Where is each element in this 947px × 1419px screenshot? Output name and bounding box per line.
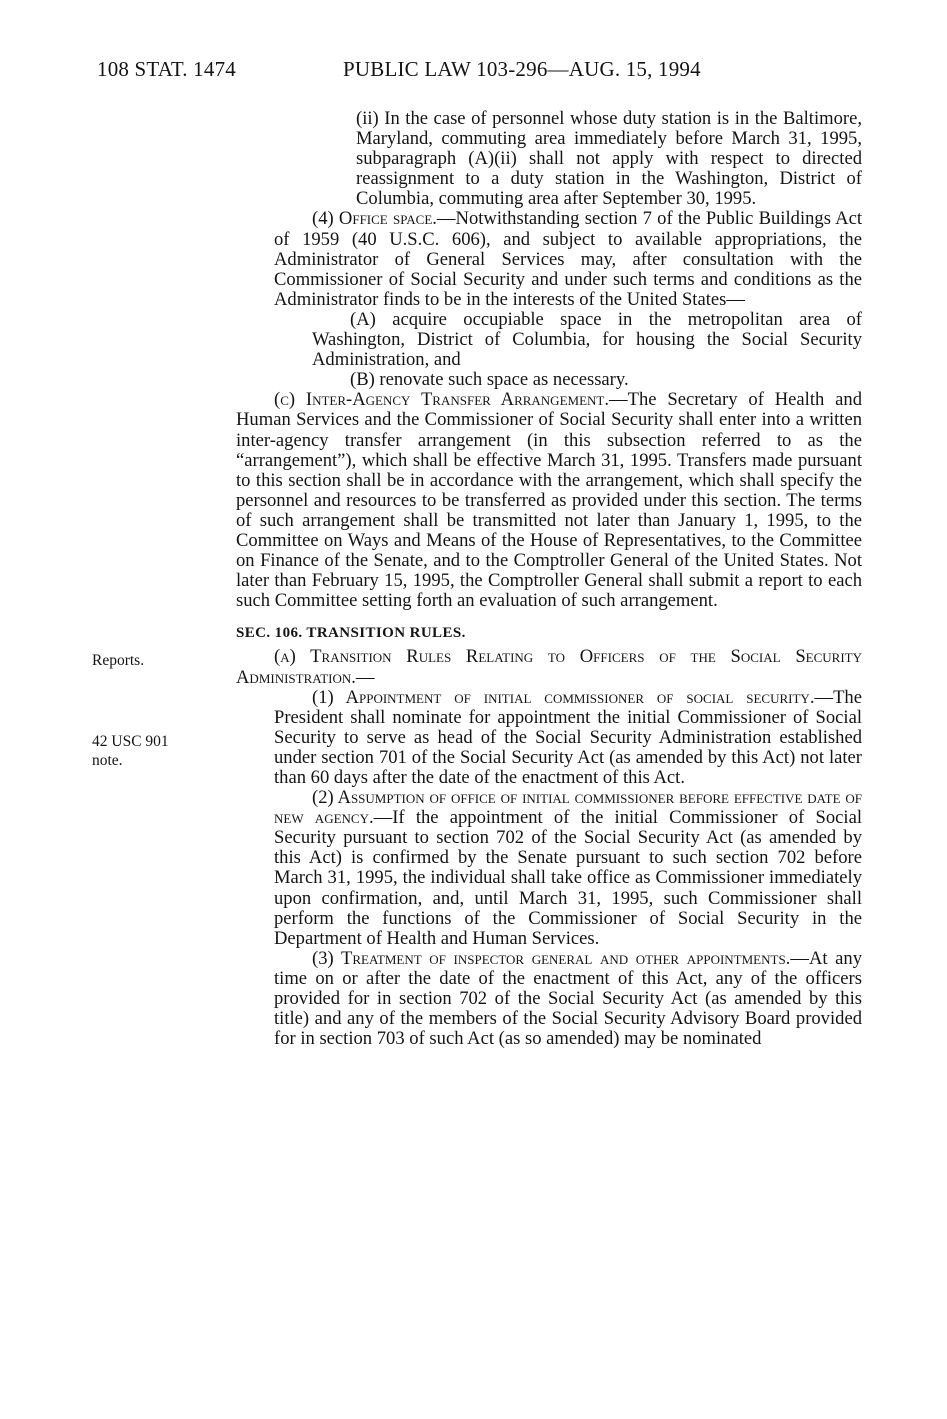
paragraph-1-heading: (1) Appointment of initial commissioner of social security.: [312, 686, 815, 708]
subsection-c-text: —The Secretary of Health and Human Services and the Commissioner of Social Security shall enter into a written inter-agency transfer arrangement (in this subsection referred to as the “arrangement”), which shall be effective March 31, 1995. Transfers made pursuant to this section shall be in accordance with the arrangement, which shall specify the personnel and resources to be transferred as provided under this section. The terms of such arrangement shall be transmitted not later than January 1, 1995, to the Committee on Ways and Means of the House of Representatives, to the Committee on Finance of the Senate, and to the Comptroller General of the United States. Not later than February 15, 1995, the Comptroller General shall submit a report to each such Committee setting forth an evaluation of such arrangement.: [236, 389, 862, 612]
subparagraph-B-text: (B) renovate such space as necessary.: [350, 369, 629, 391]
subsection-a-dash: —: [355, 666, 375, 688]
subsection-c-heading: (c) Inter-Agency Transfer Arrangement.: [274, 389, 609, 411]
margin-note-reports: Reports.: [92, 652, 145, 669]
paragraph-4-office-space: [236, 209, 862, 309]
paragraph-4-heading: (4) Office space.: [312, 208, 437, 230]
subsection-a-heading: (a) Transition Rules Relating to Officers of the Social Security Administration.: [236, 646, 862, 688]
margin-note-usc-line2: note.: [92, 752, 123, 769]
clause-ii: (ii) In the case of personnel whose duty station is in the Baltimore, Maryland, commuting area immediately before March 31, 1995, subparagraph (A)(ii) shall not apply with respect to directed reassignment to a duty station in the Washington, District of Columbia, commuting area after September 30, 1995.: [356, 108, 862, 210]
margin-note-usc: [92, 732, 169, 770]
paragraph-1: [236, 688, 862, 788]
subsection-a: [236, 647, 862, 687]
subparagraph-A-text: (A) acquire occupiable space in the metropolitan area of Washington, District of Columbia, for housing the Social Security Administration, and: [312, 308, 862, 371]
statute-page-number: 108 STAT. 1474: [97, 57, 236, 81]
paragraph-4-text: —Notwithstanding section 7 of the Public Buildings Act of 1959 (40 U.S.C. 606), and subject to available appropriations, the Administrator of General Services may, after consultation with the Commissioner of Social Security and under such terms and conditions as the Administrator finds to be in the interests of the United States—: [274, 208, 862, 310]
paragraph-2-heading: (2) Assumption of office of initial commissioner before effective date of new agency.: [274, 787, 862, 829]
paragraph-2-text: —If the appointment of the initial Commissioner of Social Security pursuant to section 702 of the Social Security Act (as amended by this Act) is confirmed by the Senate pursuant to such section 702 before March 31, 1995, the individual shall take office as Commissioner immediately upon confirmation, and, until March 31, 1995, such Commissioner shall perform the functions of the Commissioner of Social Security in the Department of Health and Human Services.: [274, 807, 862, 949]
subparagraph-A: [236, 310, 862, 370]
statute-body: [236, 109, 862, 1049]
paragraph-3: [236, 949, 862, 1049]
paragraph-1-text: —The President shall nominate for appointment the initial Commissioner of Social Security to serve as head of the Social Security Administration established under section 701 of the Social Security Act (as amended by this Act) not later than 60 days after the date of the enactment of this Act.: [274, 686, 862, 788]
subsection-c: [236, 390, 862, 611]
public-law-heading: PUBLIC LAW 103-296—AUG. 15, 1994: [343, 57, 701, 81]
paragraph-3-heading: (3) Treatment of inspector general and other appointments.: [312, 947, 791, 969]
paragraph-2: [236, 788, 862, 949]
section-106-heading: SEC. 106. TRANSITION RULES.: [236, 625, 466, 642]
margin-note-usc-line1: 42 USC 901: [92, 733, 169, 750]
paragraph-3-text: —At any time on or after the date of the enactment of this Act, any of the officers provided for in section 702 of the Social Security Act (as amended by this title) and any of the members of the Social Security Advisory Board provided for in section 703 of such Act (as so amended) may be nominated: [274, 947, 863, 1050]
subparagraph-B: [236, 370, 862, 390]
